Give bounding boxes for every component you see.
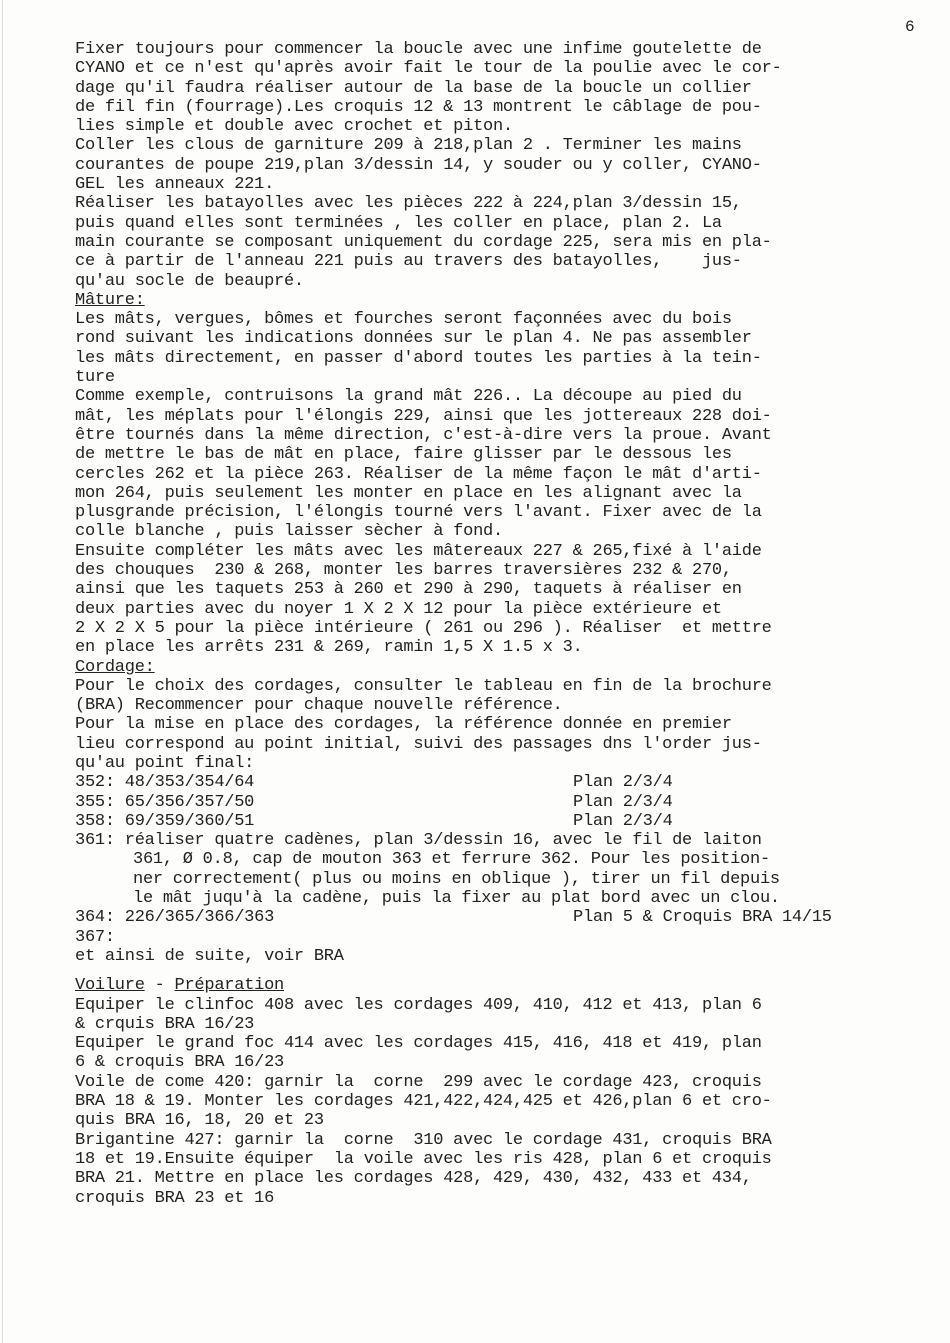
cordage-plan: Plan 2/3/4 bbox=[573, 792, 673, 812]
text-line: GEL les anneaux 221. bbox=[75, 175, 275, 195]
intro-section bbox=[75, 40, 895, 291]
text-line: en place les arrêts 231 & 269, ramin 1,5 X 1.5 x 3. bbox=[75, 638, 583, 658]
cordage-ref: 358: 69/359/360/51 bbox=[75, 811, 255, 831]
heading-text: Voilure bbox=[75, 976, 145, 996]
section-heading-voilure bbox=[75, 976, 895, 995]
cordage-ref-row bbox=[75, 773, 895, 792]
text-line: Pour la mise en place des cordages, la référence donnée en premier bbox=[75, 715, 732, 735]
text-line: 361, Ø 0.8, cap de mouton 363 et ferrure 362. Pour les position- bbox=[133, 850, 770, 870]
cordage-ref-row bbox=[75, 908, 895, 927]
text-line: de mettre le bas de mât en place, faire glisser par le dessous les bbox=[75, 445, 732, 465]
text-line: puis quand elles sont terminées , les coller en place, plan 2. La bbox=[75, 213, 722, 233]
text-line: BRA 18 & 19. Monter les cordages 421,422,424,425 et 426,plan 6 et cro- bbox=[75, 1092, 772, 1112]
text-line: qu'au socle de beaupré. bbox=[75, 271, 304, 291]
text-line: Pour le choix des cordages, consulter le tableau en fin de la brochure bbox=[75, 676, 772, 696]
text-line: plusgrande précision, l'élongis tourné vers l'avant. Fixer avec de la bbox=[75, 503, 762, 523]
text-line: Réaliser les batayolles avec les pièces 222 à 224,plan 3/dessin 15, bbox=[75, 194, 742, 214]
text-line: 367: bbox=[75, 927, 115, 947]
page-number: 6 bbox=[905, 18, 915, 36]
text-line: les mâts directement, en passer d'abord toutes les parties à la tein- bbox=[75, 348, 762, 368]
spacer bbox=[75, 966, 895, 976]
text-line: Voile de come 420: garnir la corne 299 avec le cordage 423, croquis bbox=[75, 1072, 762, 1092]
text-line: main courante se composant uniquement du cordage 225, sera mis en pla- bbox=[75, 232, 772, 252]
cordage-plan: Plan 2/3/4 bbox=[573, 773, 673, 793]
text-line: ce à partir de l'anneau 221 puis au travers des batayolles, jus- bbox=[75, 252, 742, 272]
text-line: mât, les méplats pour l'élongis 229, ainsi que les jottereaux 228 doi- bbox=[75, 406, 772, 426]
text-line: dage qu'il faudra réaliser autour de la base de la boucle un collier bbox=[75, 78, 752, 98]
cordage-ref: 355: 65/356/357/50 bbox=[75, 792, 255, 812]
text-line: Equiper le grand foc 414 avec les cordages 415, 416, 418 et 419, plan bbox=[75, 1034, 762, 1054]
text-line: Brigantine 427: garnir la corne 310 avec le cordage 431, croquis BRA bbox=[75, 1130, 772, 1150]
text-line: le mât juqu'à la cadène, puis la fixer au plat bord avec un clou. bbox=[133, 889, 780, 909]
section-heading-cordage bbox=[75, 658, 895, 677]
text-line: des chouques 230 & 268, monter les barres traversières 232 & 270, bbox=[75, 561, 732, 581]
heading-text: Mâture: bbox=[75, 290, 145, 310]
heading-text: Préparation bbox=[174, 976, 284, 996]
text-line: 6 & croquis BRA 16/23 bbox=[75, 1053, 284, 1073]
text-line: Coller les clous de garniture 209 à 218,plan 2 . Terminer les mains bbox=[75, 136, 742, 156]
cordage-section bbox=[75, 658, 895, 967]
text-line: qu'au point final: bbox=[75, 753, 255, 773]
section-heading-mature bbox=[75, 291, 895, 310]
text-line: rond suivant les indications données sur le plan 4. Ne pas assembler bbox=[75, 329, 752, 349]
text-line: 18 et 19.Ensuite équiper la voile avec les ris 428, plan 6 et croquis bbox=[75, 1149, 772, 1169]
text-line: (BRA) Recommencer pour chaque nouvelle référence. bbox=[75, 696, 563, 716]
text-line: Fixer toujours pour commencer la boucle avec une infime goutelette de bbox=[75, 40, 762, 59]
text-line: Equiper le clinfoc 408 avec les cordages 409, 410, 412 et 413, plan 6 bbox=[75, 995, 762, 1015]
page-edge bbox=[2, 0, 3, 1343]
text-line: ture bbox=[75, 368, 115, 388]
text-line: lieu correspond au point initial, suivi des passages dns l'order jus- bbox=[75, 734, 762, 754]
text-line: croquis BRA 23 et 16 bbox=[75, 1188, 275, 1208]
text-line: courantes de poupe 219,plan 3/dessin 14, y souder ou y coller, CYANO- bbox=[75, 155, 762, 175]
text-line: cercles 262 et la pièce 263. Réaliser de la même façon le mât d'arti- bbox=[75, 464, 762, 484]
cordage-plan: Plan 5 & Croquis BRA 14/15 bbox=[573, 908, 832, 928]
text-line: deux parties avec du noyer 1 X 2 X 12 pour la pièce extérieure et bbox=[75, 599, 722, 619]
text-line: mon 264, puis seulement les monter en place en les alignant avec la bbox=[75, 483, 742, 503]
text-line: lies simple et double avec crochet et piton. bbox=[75, 117, 513, 137]
text-line: quis BRA 16, 18, 20 et 23 bbox=[75, 1111, 324, 1131]
text-line: Ensuite compléter les mâts avec les mâtereaux 227 & 265,fixé à l'aide bbox=[75, 541, 762, 561]
document-body bbox=[75, 40, 895, 1208]
text-line: et ainsi de suite, voir BRA bbox=[75, 946, 344, 966]
text-line: Comme exemple, contruisons la grand mât 226.. La découpe au pied du bbox=[75, 387, 742, 407]
text-line: ner correctement( plus ou moins en oblique ), tirer un fil depuis bbox=[133, 869, 780, 889]
cordage-ref-row bbox=[75, 793, 895, 812]
cordage-plan: Plan 2/3/4 bbox=[573, 811, 673, 831]
text-line: 2 X 2 X 5 pour la pièce intérieure ( 261 ou 296 ). Réaliser et mettre bbox=[75, 618, 772, 638]
text-line: & crquis BRA 16/23 bbox=[75, 1014, 255, 1034]
text-line: CYANO et ce n'est qu'après avoir fait le tour de la poulie avec le cor- bbox=[75, 59, 782, 79]
cordage-ref: 364: 226/365/366/363 bbox=[75, 908, 275, 928]
text-line: Les mâts, vergues, bômes et fourches seront façonnées avec du bois bbox=[75, 310, 732, 330]
text-line: de fil fin (fourrage).Les croquis 12 & 13 montrent le câblage de pou- bbox=[75, 97, 762, 117]
cordage-ref: 352: 48/353/354/64 bbox=[75, 773, 255, 793]
heading-separator: - bbox=[144, 976, 175, 996]
mature-section bbox=[75, 291, 895, 658]
voilure-section bbox=[75, 976, 895, 1208]
text-line: être tournés dans la même direction, c'est-à-dire vers la proue. Avant bbox=[75, 425, 772, 445]
cordage-ref-row bbox=[75, 812, 895, 831]
heading-text: Cordage: bbox=[75, 657, 155, 677]
text-line: 361: réaliser quatre cadènes, plan 3/dessin 16, avec le fil de laiton bbox=[75, 831, 762, 851]
text-line: ainsi que les taquets 253 à 260 et 290 à 290, taquets à réaliser en bbox=[75, 580, 742, 600]
text-line: BRA 21. Mettre en place les cordages 428, 429, 430, 432, 433 et 434, bbox=[75, 1169, 752, 1189]
text-line: colle blanche , puis laisser sècher à fond. bbox=[75, 522, 503, 542]
